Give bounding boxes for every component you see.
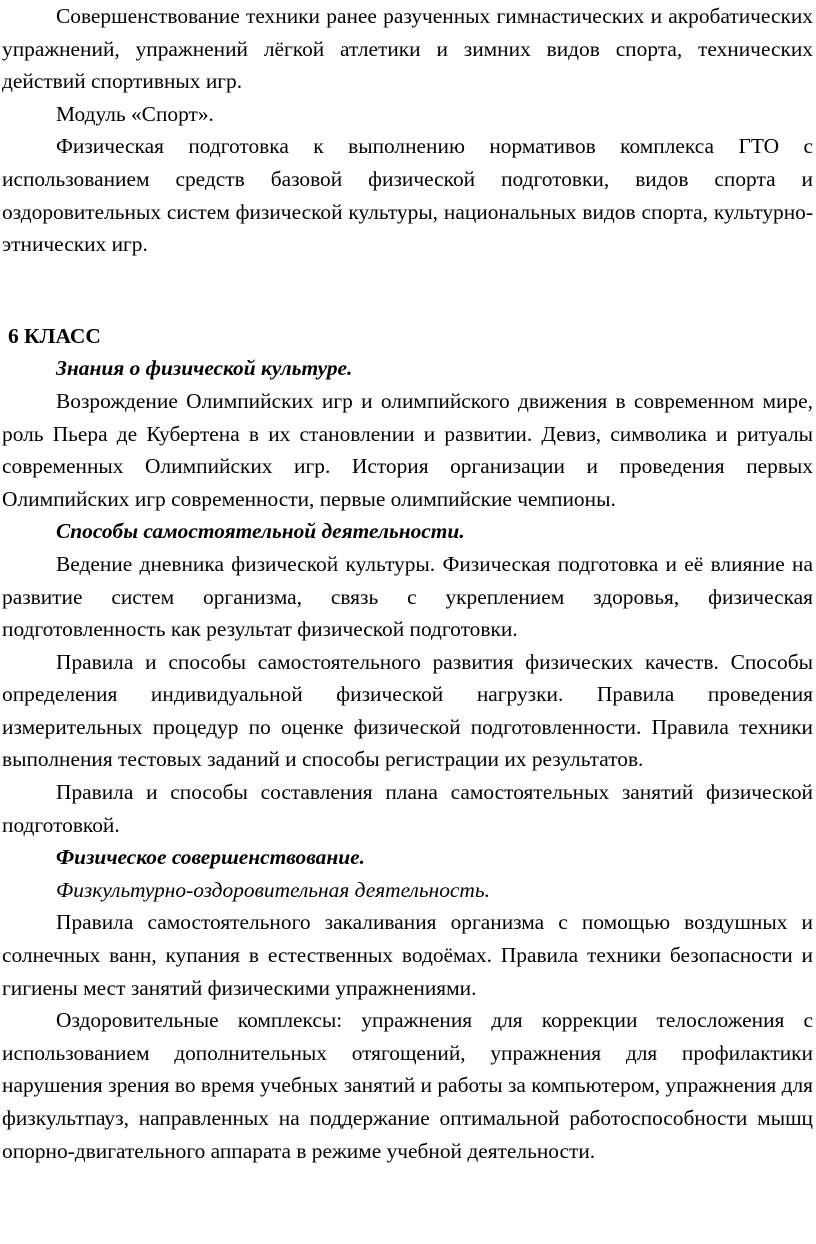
- paragraph-self-development-rules: Правила и способы самостоятельного развития физических качеств. Способы определения индивидуальной физической нагрузки. Правила проведения измерительных процедур по оценке физической подготовленности. Правила техники выполнения тестовых заданий и способы регистрации их результатов.: [2, 649, 813, 772]
- document-page: [2, 0, 813, 1167]
- paragraph-fitness-diary: Ведение дневника физической культуры. Физическая подготовка и её влияние на развитие систем организма, связь с укреплением здоровья, физическая подготовленность как результат физической подготовки.: [2, 551, 813, 642]
- section-heading-improvement: Физическое совершенствование.: [56, 845, 365, 870]
- paragraph-training-plan: Правила и способы составления плана самостоятельных занятий физической подготовкой.: [2, 780, 813, 837]
- paragraph-hardening-rules: Правила самостоятельного закаливания организма с помощью воздушных и солнечных ванн, купания в естественных водоёмах. Правила техники безопасности и гигиены мест занятий физическими упражнениями.: [2, 910, 813, 1000]
- section-heading-methods: Способы самостоятельной деятельности.: [56, 519, 465, 544]
- paragraph-gymnastics-improvement: Совершенствование техники ранее разученных гимнастических и акробатических упражнений, упражнений лёгкой атлетики и зимних видов спорта, технических действий спортивных игр.: [2, 4, 813, 94]
- paragraph-module-sport: Модуль «Спорт».: [56, 101, 214, 126]
- grade-heading: 6 КЛАСС: [8, 323, 101, 348]
- paragraph-gto-preparation: Физическая подготовка к выполнению нормативов комплекса ГТО с использованием средств базовой физической подготовки, видов спорта и оздоровительных систем физической культуры, национальных видов спорта, культурно-этнических игр.: [2, 134, 813, 257]
- paragraph-olympic-revival: Возрождение Олимпийских игр и олимпийского движения в современном мире, роль Пьера де Кубертена в их становлении и развитии. Девиз, символика и ритуалы современных Олимпийских игр. История организации и проведения первых Олимпийских игр современности, первые олимпийские чемпионы.: [2, 388, 813, 511]
- section-subheading-health-activity: Физкультурно-оздоровительная деятельность.: [56, 877, 490, 902]
- section-heading-knowledge: Знания о физической культуре.: [56, 356, 353, 381]
- paragraph-health-complexes: Оздоровительные комплексы: упражнения для коррекции телосложения с использованием дополнительных отягощений, упражнения для профилактики нарушения зрения во время учебных занятий и работы за компьютером, упражнения для физкультпауз, направленных на поддержание оптимальной работоспособности мышц опорно-двигательного аппарата в режиме учебной деятельности.: [2, 1008, 813, 1163]
